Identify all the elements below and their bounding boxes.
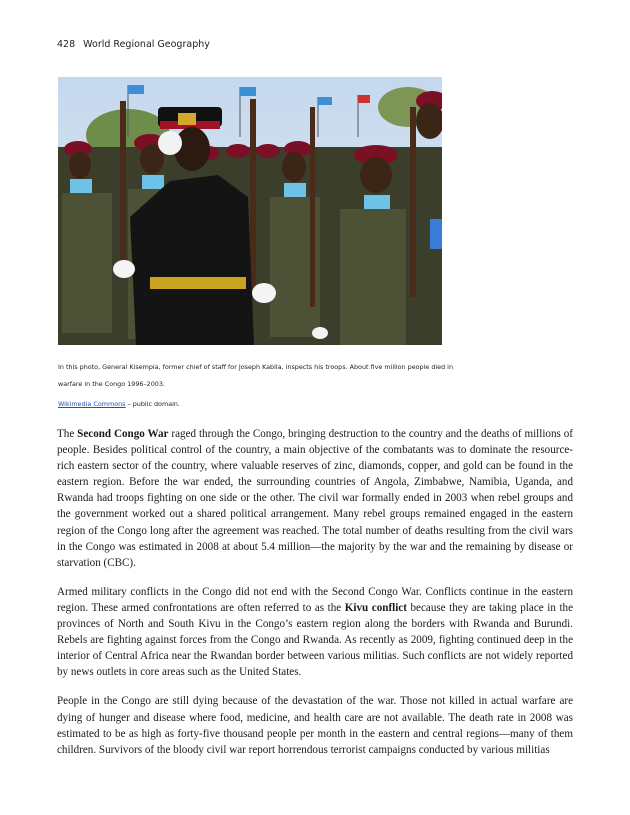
figure-credit (58, 400, 180, 408)
paragraph-kivu-conflict (57, 584, 573, 681)
term-kivu-conflict: Kivu conflict (344, 601, 407, 614)
page-number: 428 (57, 39, 76, 50)
wikimedia-commons-link[interactable]: Wikimedia Commons (58, 400, 126, 408)
troops-photo (58, 77, 442, 345)
term-second-congo-war: Second Congo War (77, 428, 169, 440)
text-run: Armed military conflicts in the Congo did not end with the Second Congo War. Conflicts continue in the eastern region. These armed confrontations are often referred to as the (57, 585, 573, 614)
page-header (57, 39, 210, 50)
troops-photo-illustration (58, 77, 442, 345)
body-text (57, 426, 573, 771)
paragraph-second-congo-war (57, 426, 573, 571)
text-run: raged through the Congo, bringing destruction to the country and the deaths of millions of people. Besides political control of the country, a main objective of the combatants was to dominate the resource-rich eastern sector of the country, where valuable reserves of zinc, diamonds, copper, and gold can be found in the eastern region. Before the war ended, the surrounding countries of Angola, Zimbabwe, Namibia, Uganda, and Rwanda had troops fighting on one side or the other. The civil war formally ended in 2003 when rebel groups and the government worked out a shared political arrangement. Many rebel groups remained engaged in the eastern region of the Congo long after the agreement was reached. The total number of deaths resulting from the civil wars in the Congo was estimated in 2008 at about 5.4 million—the majority by the war and the remaining by disease or starvation (CBC). (57, 428, 573, 569)
text-run: People in the Congo are still dying because of the devastation of the war. Those not killed in actual warfare are dying of hunger and disease where food, medicine, and health care are not available. The death rate in 2008 was estimated to be as high as forty-five thousand people per month in the eastern and central regions—many of them children. Survivors of the bloody civil war report horrendous terrorist campaigns conducted by various militias (57, 695, 573, 756)
book-title: World Regional Geography (83, 39, 210, 50)
text-run: because they are taking place in the provinces of North and South Kivu in the Congo’s eastern region along the borders with Rwanda and Burundi. Rebels are fighting against forces from the Congo and Rwanda. As recently as 2009, fighting continued deep in the interior of Central Africa near the Rwandan border between various militias. Such conflicts are not widely reported by news outlets in core areas such as the United States. (57, 601, 573, 679)
text-run: The (57, 428, 78, 440)
credit-license: – public domain. (125, 400, 180, 408)
figure-caption: In this photo, General Kisempia, former chief of staff for Joseph Kabila, inspects his troops. About five million people died in warfare in the Congo 1996–2003. (58, 363, 454, 388)
paragraph-war-devastation (57, 693, 573, 757)
